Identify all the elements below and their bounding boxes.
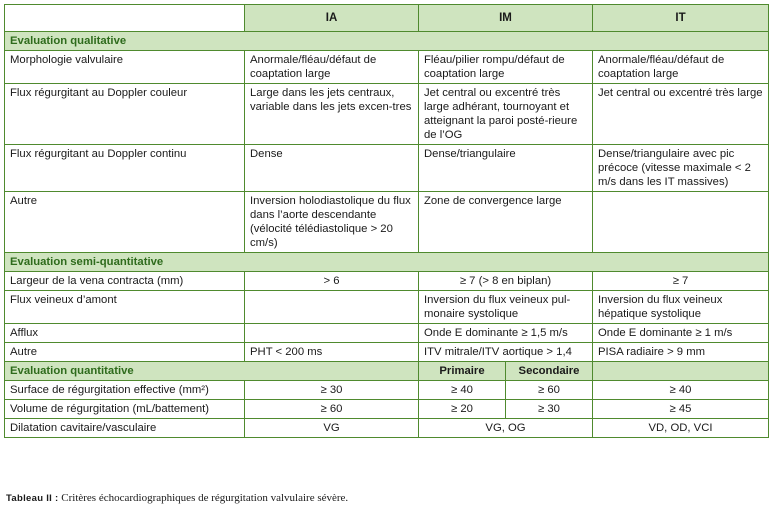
cell-it: Dense/triangulaire avec pic précoce (vitesse maximale < 2 m/s dans les IT massives)	[593, 145, 769, 192]
cell-ia: > 6	[245, 272, 419, 291]
caption-prefix: Tableau II :	[6, 493, 59, 504]
cell-ia: Inversion holodiastolique du flux dans l’aorte descendante (vélocité télédiastolique > 20 cm/s)	[245, 192, 419, 253]
header-row	[5, 5, 769, 32]
cell-im: ≥ 7 (> 8 en biplan)	[419, 272, 593, 291]
cell-it: Onde E dominante ≥ 1 m/s	[593, 324, 769, 343]
table-row	[5, 419, 769, 438]
header-it: IT	[593, 5, 769, 32]
cell-im: Jet central ou excentré très large adhérant, tournoyant et atteignant la paroi posté-rieure de l’OG	[419, 84, 593, 145]
cell-im-secondary: ≥ 60	[506, 381, 593, 400]
row-label: Flux veineux d’amont	[5, 291, 245, 324]
cell-im: Inversion du flux veineux pul-monaire systolique	[419, 291, 593, 324]
table-row	[5, 272, 769, 291]
row-label: Autre	[5, 343, 245, 362]
row-label: Flux régurgitant au Doppler couleur	[5, 84, 245, 145]
cell-im-primary: ≥ 40	[419, 381, 506, 400]
cell-im: ITV mitrale/ITV aortique > 1,4	[419, 343, 593, 362]
caption-text: Critères échocardiographiques de régurgitation valvulaire sévère.	[61, 492, 349, 504]
row-label: Volume de régurgitation (mL/battement)	[5, 400, 245, 419]
criteria-table	[4, 4, 769, 438]
table-row	[5, 324, 769, 343]
table-row	[5, 343, 769, 362]
cell-im: Dense/triangulaire	[419, 145, 593, 192]
table-row	[5, 51, 769, 84]
section-title-semi-quantitative: Evaluation semi-quantitative	[5, 253, 769, 272]
row-label: Dilatation cavitaire/vasculaire	[5, 419, 245, 438]
cell-im-secondary: ≥ 30	[506, 400, 593, 419]
cell-ia: PHT < 200 ms	[245, 343, 419, 362]
row-label: Morphologie valvulaire	[5, 51, 245, 84]
cell-im: VG, OG	[419, 419, 593, 438]
cell-it: VD, OD, VCI	[593, 419, 769, 438]
header-blank	[5, 5, 245, 32]
section-row	[5, 362, 769, 381]
section-title-quantitative: Evaluation quantitative	[5, 362, 419, 381]
cell-ia: VG	[245, 419, 419, 438]
table-row	[5, 400, 769, 419]
cell-ia	[245, 324, 419, 343]
table-row	[5, 192, 769, 253]
cell-im: Onde E dominante ≥ 1,5 m/s	[419, 324, 593, 343]
table-row	[5, 84, 769, 145]
row-label: Flux régurgitant au Doppler continu	[5, 145, 245, 192]
section-row	[5, 253, 769, 272]
section-row	[5, 32, 769, 51]
section-title-qualitative: Evaluation qualitative	[5, 32, 769, 51]
cell-ia: ≥ 60	[245, 400, 419, 419]
cell-ia: ≥ 30	[245, 381, 419, 400]
section-blank	[593, 362, 769, 381]
cell-im-primary: ≥ 20	[419, 400, 506, 419]
row-label: Largeur de la vena contracta (mm)	[5, 272, 245, 291]
cell-it	[593, 192, 769, 253]
subheader-primary: Primaire	[419, 362, 506, 381]
row-label: Afflux	[5, 324, 245, 343]
cell-ia: Dense	[245, 145, 419, 192]
table-row	[5, 291, 769, 324]
row-label: Autre	[5, 192, 245, 253]
header-ia: IA	[245, 5, 419, 32]
cell-ia: Anormale/fléau/défaut de coaptation large	[245, 51, 419, 84]
cell-ia	[245, 291, 419, 324]
cell-it: ≥ 45	[593, 400, 769, 419]
cell-it: ≥ 7	[593, 272, 769, 291]
row-label: Surface de régurgitation effective (mm²)	[5, 381, 245, 400]
cell-it: Inversion du flux veineux hépatique systolique	[593, 291, 769, 324]
cell-it: Jet central ou excentré très large	[593, 84, 769, 145]
table-caption	[6, 492, 348, 504]
table-row	[5, 145, 769, 192]
cell-im: Fléau/pilier rompu/défaut de coaptation large	[419, 51, 593, 84]
cell-im: Zone de convergence large	[419, 192, 593, 253]
cell-it: ≥ 40	[593, 381, 769, 400]
cell-ia: Large dans les jets centraux, variable dans les jets excen-tres	[245, 84, 419, 145]
table-row	[5, 381, 769, 400]
cell-it: Anormale/fléau/défaut de coaptation large	[593, 51, 769, 84]
subheader-secondary: Secondaire	[506, 362, 593, 381]
header-im: IM	[419, 5, 593, 32]
cell-it: PISA radiaire > 9 mm	[593, 343, 769, 362]
